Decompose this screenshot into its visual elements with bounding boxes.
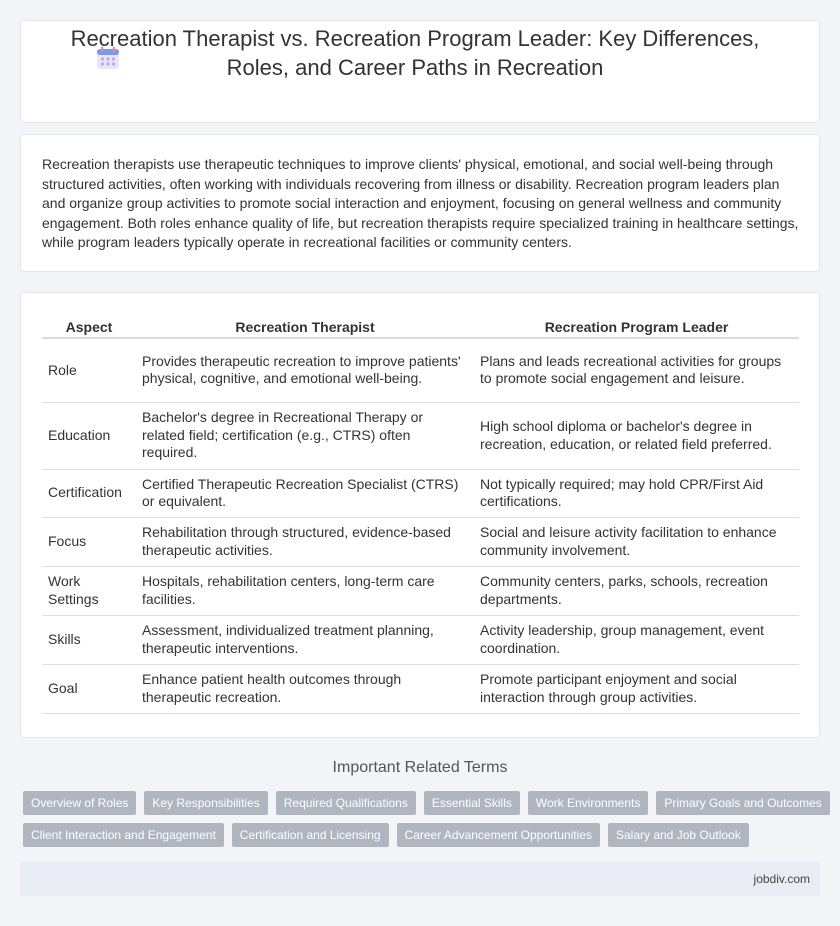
table-row <box>42 517 799 566</box>
therapist-cell: Bachelor's degree in Recreational Therapy or related field; certification (e.g., CTRS) often required. <box>136 402 474 469</box>
table-header-row <box>42 315 799 338</box>
related-terms-tags <box>23 791 823 855</box>
table-row <box>42 469 799 517</box>
intro-paragraph: Recreation therapists use therapeutic techniques to improve clients' physical, emotional, and social well-being through structured activities, often working with individuals recovering from illness or disability. Recreation program leaders plan and organize group activities to promote social interaction and enjoyment, focusing on general wellness and community engagement. Both roles enhance quality of life, but recreation therapists require specialized training in healthcare settings, while program leaders typically operate in recreational facilities or community centers. <box>42 156 799 250</box>
leader-cell: Community centers, parks, schools, recreation departments. <box>474 566 799 615</box>
tag-primary-goals-and-outcomes[interactable]: Primary Goals and Outcomes <box>656 791 829 815</box>
therapist-cell: Enhance patient health outcomes through therapeutic recreation. <box>136 664 474 713</box>
leader-cell: Plans and leads recreational activities for groups to promote social engagement and leisure. <box>474 338 799 402</box>
tag-overview-of-roles[interactable]: Overview of Roles <box>23 791 136 815</box>
footer-bar <box>20 862 820 896</box>
therapist-cell: Certified Therapeutic Recreation Specialist (CTRS) or equivalent. <box>136 469 474 517</box>
leader-cell: Not typically required; may hold CPR/First Aid certifications. <box>474 469 799 517</box>
table-row <box>42 338 799 402</box>
page-title: Recreation Therapist vs. Recreation Program Leader: Key Differences, Roles, and Career Paths in Recreation <box>70 26 760 80</box>
leader-cell: Social and leisure activity facilitation to enhance community involvement. <box>474 517 799 566</box>
leader-cell: Activity leadership, group management, event coordination. <box>474 615 799 664</box>
aspect-cell: Work Settings <box>42 566 136 615</box>
header-recreation-program-leader: Recreation Program Leader <box>474 315 799 338</box>
tag-client-interaction[interactable]: Client Interaction and Engagement <box>23 823 224 847</box>
aspect-cell: Certification <box>42 469 136 517</box>
aspect-cell: Education <box>42 402 136 469</box>
related-terms-heading: Important Related Terms <box>332 759 508 776</box>
leader-cell: High school diploma or bachelor's degree in recreation, education, or related field preferred. <box>474 402 799 469</box>
aspect-cell: Skills <box>42 615 136 664</box>
table-row <box>42 402 799 469</box>
therapist-cell: Rehabilitation through structured, evidence-based therapeutic activities. <box>136 517 474 566</box>
tag-career-advancement[interactable]: Career Advancement Opportunities <box>397 823 600 847</box>
table-row <box>42 664 799 713</box>
tag-row <box>23 823 823 847</box>
tag-key-responsibilities[interactable]: Key Responsibilities <box>144 791 267 815</box>
therapist-cell: Assessment, individualized treatment planning, therapeutic interventions. <box>136 615 474 664</box>
tag-salary-and-job-outlook[interactable]: Salary and Job Outlook <box>608 823 749 847</box>
therapist-cell: Provides therapeutic recreation to improve patients' physical, cognitive, and emotional well-being. <box>136 338 474 402</box>
aspect-cell: Goal <box>42 664 136 713</box>
aspect-cell: Role <box>42 338 136 402</box>
header-recreation-therapist: Recreation Therapist <box>136 315 474 338</box>
aspect-cell: Focus <box>42 517 136 566</box>
intro-card <box>20 134 820 272</box>
comparison-card <box>20 292 820 738</box>
comparison-table <box>42 315 799 714</box>
tag-work-environments[interactable]: Work Environments <box>528 791 648 815</box>
table-row <box>42 615 799 664</box>
tag-required-qualifications[interactable]: Required Qualifications <box>276 791 416 815</box>
therapist-cell: Hospitals, rehabilitation centers, long-term care facilities. <box>136 566 474 615</box>
header-aspect: Aspect <box>42 315 136 338</box>
leader-cell: Promote participant enjoyment and social interaction through group activities. <box>474 664 799 713</box>
tag-row <box>23 791 823 815</box>
footer-site-link[interactable]: jobdiv.com <box>753 872 810 886</box>
tag-certification-and-licensing[interactable]: Certification and Licensing <box>232 823 389 847</box>
table-row <box>42 566 799 615</box>
tag-essential-skills[interactable]: Essential Skills <box>424 791 520 815</box>
page-title-wrap <box>70 24 760 82</box>
